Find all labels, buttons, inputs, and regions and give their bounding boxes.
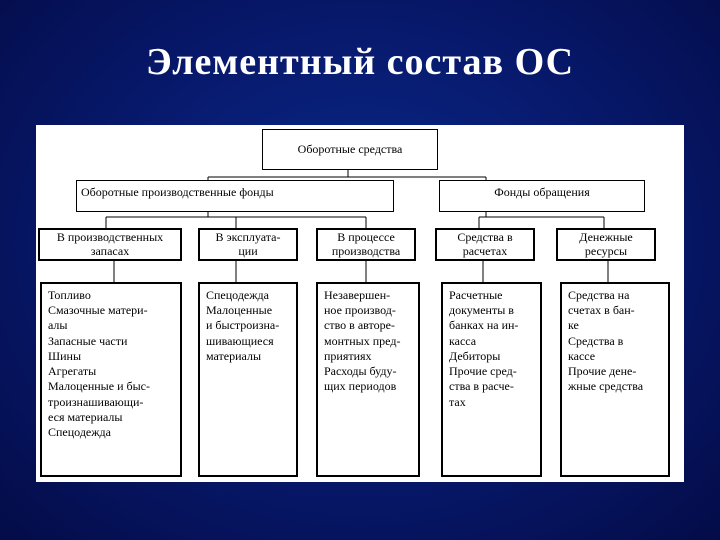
circulation-funds-node	[439, 180, 645, 212]
list-item: Агрегаты	[48, 364, 97, 379]
category-cash-resources	[556, 228, 656, 261]
list-item: Средства на	[568, 288, 630, 302]
list-item: жные средства	[568, 379, 644, 394]
list-item: ное производ-	[324, 303, 396, 318]
list-production-stocks	[40, 282, 182, 477]
root-label: Оборотные средства	[297, 141, 403, 156]
list-item: кассе	[568, 348, 596, 363]
list-item: счетах в бан-	[568, 303, 635, 318]
list-item: щих периодов	[324, 379, 397, 394]
list-item: троизнашивающи-	[48, 394, 144, 409]
list-item: еся материалы	[48, 409, 123, 424]
list-item: Прочие сред-	[449, 364, 517, 379]
production-funds-label: Оборотные производственные фонды	[81, 185, 274, 199]
list-item: Малоценные и быс-	[48, 379, 150, 394]
category-production-stocks	[38, 228, 182, 261]
list-cash-resources	[560, 282, 670, 477]
list-item: ке	[568, 318, 579, 333]
list-item: Расходы буду-	[324, 364, 397, 379]
list-item: касса	[449, 333, 477, 348]
category-label: Средства в расчетах	[457, 230, 513, 258]
list-item: ство в авторе-	[324, 318, 395, 333]
list-item: Расчетные	[449, 288, 503, 302]
list-item: тах	[449, 394, 466, 409]
category-settlements	[435, 228, 535, 261]
category-label: Денежные ресурсы	[579, 230, 633, 258]
list-item: Прочие дене-	[568, 364, 637, 379]
list-item: Спецодежда	[206, 288, 269, 302]
list-item: шивающиеся	[206, 333, 274, 348]
list-item: и быстроизна-	[206, 318, 280, 333]
list-item: алы	[48, 318, 68, 333]
category-in-production	[316, 228, 416, 261]
list-item: Средства в	[568, 333, 624, 348]
list-item: приятиях	[324, 348, 372, 363]
list-item: Незавершен-	[324, 288, 391, 302]
list-item: Малоценные	[206, 303, 273, 318]
list-item: ства в расче-	[449, 379, 514, 394]
list-item: материалы	[206, 348, 262, 363]
slide-title: Элементный состав ОС	[145, 41, 575, 83]
list-item: Топливо	[48, 288, 91, 302]
list-item: Спецодежда	[48, 425, 111, 440]
list-item: Запасные части	[48, 333, 128, 348]
list-item: Шины	[48, 348, 82, 363]
production-funds-node	[76, 180, 394, 212]
category-label: В процессе производства	[331, 230, 401, 258]
list-item: Дебиторы	[449, 348, 501, 363]
list-item: Смазочные матери-	[48, 303, 148, 318]
list-settlements	[441, 282, 542, 477]
list-item: банках на ин-	[449, 318, 519, 333]
list-in-use	[198, 282, 298, 477]
category-label: В эксплуата- ции	[215, 230, 281, 258]
category-in-use	[198, 228, 298, 261]
root-node	[262, 129, 438, 170]
list-item: монтных пред-	[324, 333, 401, 348]
category-label: В производственных запасах	[56, 230, 164, 258]
circulation-funds-label: Фонды обращения	[494, 185, 590, 199]
list-in-production	[316, 282, 420, 477]
diagram-panel	[36, 125, 684, 482]
list-item: документы в	[449, 303, 514, 318]
